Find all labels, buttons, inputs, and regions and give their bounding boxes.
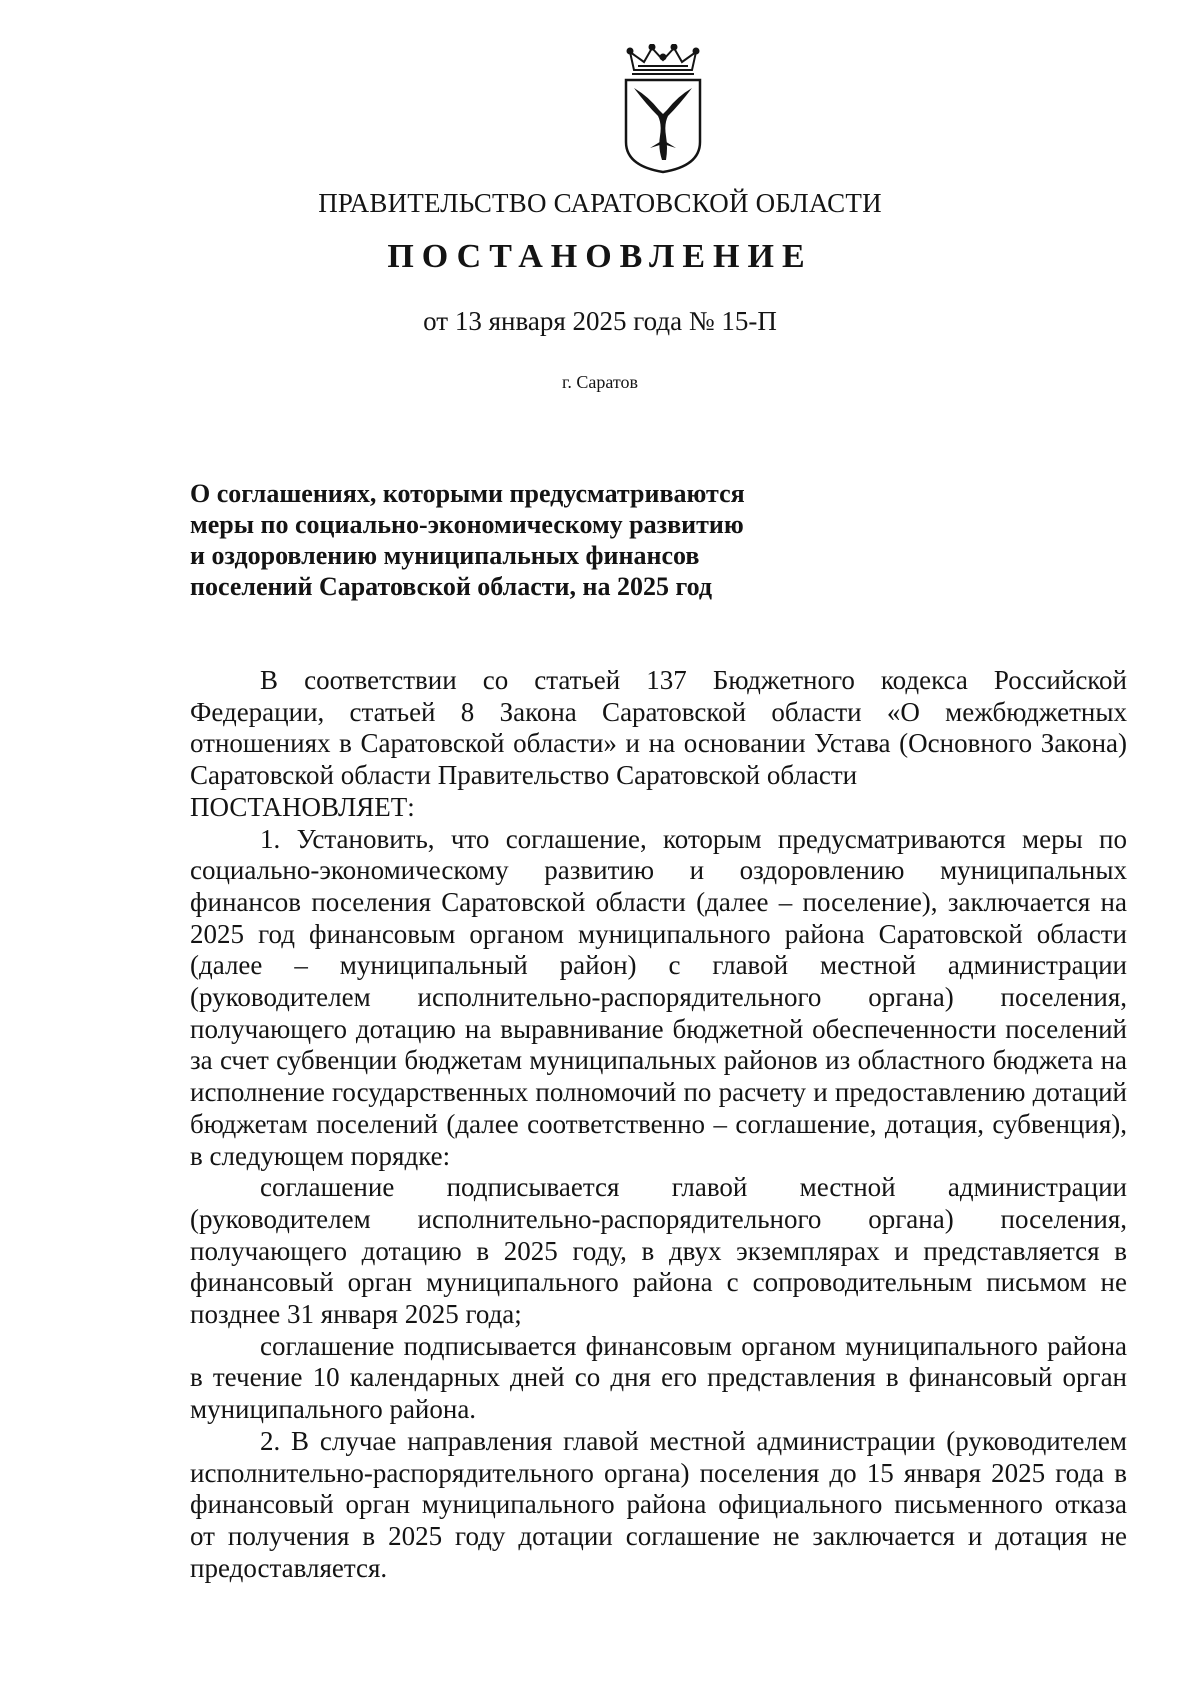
subject-line: О соглашениях, которыми предусматриваются	[190, 479, 745, 508]
document-subject	[190, 478, 830, 602]
subject-line: меры по социально-экономическому развитию	[190, 510, 744, 539]
resolves-heading: ПОСТАНОВЛЯЕТ:	[190, 791, 415, 822]
subject-line: поселений Саратовской области, на 2025 год	[190, 572, 713, 601]
document-date-number: от 13 января 2025 года № 15-П	[423, 306, 777, 336]
organization-name: ПРАВИТЕЛЬСТВО САРАТОВСКОЙ ОБЛАСТИ	[318, 188, 882, 218]
paragraph-2: 2. В случае направления главой местной администрации (руководителем исполнительно-распорядительного органа) поселения до 15 января 2025 года в финансовый орган муниципального района официального письменного отказа от получения в 2025 году дотации соглашение не заключается и дотация не предоставляется.	[190, 1425, 1127, 1583]
paragraph-1-subitem-a: соглашение подписывается главой местной администрации (руководителем исполнительно-распорядительного органа) поселения, получающего дотацию в 2025 году, в двух экземплярах и представляется в финансовый орган муниципального района с сопроводительным письмом не позднее 31 января 2025 года;	[190, 1172, 1127, 1330]
paragraph-1-subitem-b: соглашение подписывается финансовым органом муниципального района в течение 10 календарных дней со дня его представления в финансовый орган муниципального района.	[190, 1330, 1127, 1425]
subject-line: и оздоровлению муниципальных финансов	[190, 541, 700, 570]
document-body	[190, 665, 1127, 1584]
document-city: г. Саратов	[562, 372, 638, 392]
paragraph-1: 1. Установить, что соглашение, которым предусматриваются меры по социально-экономическому развитию и оздоровлению муниципальных финансов поселения Саратовской области (далее – поселение), заключается на 2025 год финансовым органом муниципального района Саратовской области (далее – муниципальный район) с главой местной администрации (руководителем исполнительно-распорядительного органа) поселения, получающего дотацию на выравнивание бюджетной обеспеченности поселений за счет субвенции бюджетам муниципальных районов из областного бюджета на исполнение государственных полномочий по расчету и предоставлению дотаций бюджетам поселений (далее соответственно – соглашение, дотация, субвенция), в следующем порядке:	[190, 823, 1127, 1171]
preamble-paragraph: В соответствии со статьей 137 Бюджетного кодекса Российской Федерации, статьей 8 Закона Саратовской области «О межбюджетных отношениях в Саратовской области» и на основании Устава (Основного Закона) Саратовской области Правительство Саратовской области	[190, 665, 1127, 791]
document-type-title: ПОСТАНОВЛЕНИЕ	[387, 238, 813, 275]
saratov-coat-of-arms-icon	[620, 44, 706, 174]
